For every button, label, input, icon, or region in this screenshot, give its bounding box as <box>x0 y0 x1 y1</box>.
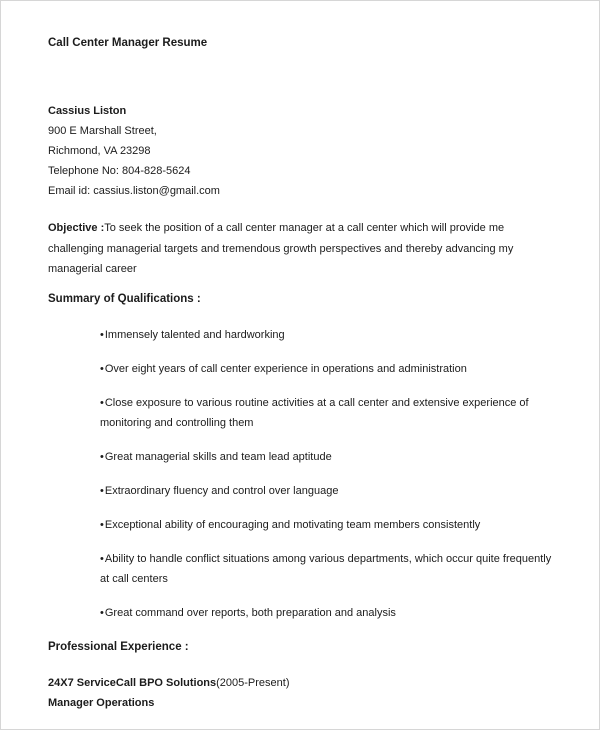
list-item-text: Extraordinary fluency and control over language <box>104 484 339 497</box>
experience-period: (2005-Present) <box>216 676 290 689</box>
bullet-icon: • <box>100 484 105 497</box>
list-item <box>100 515 552 535</box>
contact-address-line1: 900 E Marshall Street, <box>48 125 157 137</box>
contact-address-line2: Richmond, VA 23298 <box>48 145 151 157</box>
qualifications-heading: Summary of Qualifications : <box>48 292 201 305</box>
list-item <box>100 325 552 345</box>
list-item <box>100 481 552 501</box>
experience-block <box>48 673 552 713</box>
contact-name: Cassius Liston <box>48 105 127 117</box>
objective-paragraph <box>48 218 552 280</box>
list-item-text: Close exposure to various routine activities at a call center and extensive experience of monitoring and controlling them <box>100 396 529 429</box>
contact-telephone: Telephone No: 804-828-5624 <box>48 165 191 177</box>
bullet-icon: • <box>100 396 105 409</box>
list-item-text: Immensely talented and hardworking <box>104 328 285 341</box>
document-body <box>1 1 599 713</box>
bullet-icon: • <box>100 450 105 463</box>
bullet-icon: • <box>100 328 105 341</box>
list-item <box>100 447 552 467</box>
qualifications-list <box>100 325 552 623</box>
list-item-text: Great command over reports, both preparation and analysis <box>104 606 396 619</box>
list-item <box>100 359 552 379</box>
experience-heading: Professional Experience : <box>48 640 189 653</box>
list-item <box>100 549 552 589</box>
list-item-text: Great managerial skills and team lead aptitude <box>104 450 332 463</box>
objective-text: To seek the position of a call center manager at a call center which will provide me challenging managerial targets and tremendous growth perspectives and thereby advancing my managerial career <box>48 222 514 275</box>
list-item <box>100 393 552 433</box>
contact-block <box>48 101 552 201</box>
bullet-icon: • <box>100 606 105 619</box>
objective-label: Objective : <box>48 222 105 234</box>
list-item-text: Ability to handle conflict situations among various departments, which occur quite frequently at call centers <box>100 552 552 585</box>
experience-entry <box>48 673 552 693</box>
document-title: Call Center Manager Resume <box>48 37 208 49</box>
bullet-icon: • <box>100 362 105 375</box>
bullet-icon: • <box>100 552 105 565</box>
list-item <box>100 603 552 623</box>
experience-company: 24X7 ServiceCall BPO Solutions <box>48 676 217 689</box>
bullet-icon: • <box>100 518 105 531</box>
contact-email: Email id: cassius.liston@gmail.com <box>48 185 220 197</box>
list-item-text: Over eight years of call center experience in operations and administration <box>104 362 467 375</box>
list-item-text: Exceptional ability of encouraging and motivating team members consistently <box>104 518 481 531</box>
experience-role: Manager Operations <box>48 696 155 709</box>
